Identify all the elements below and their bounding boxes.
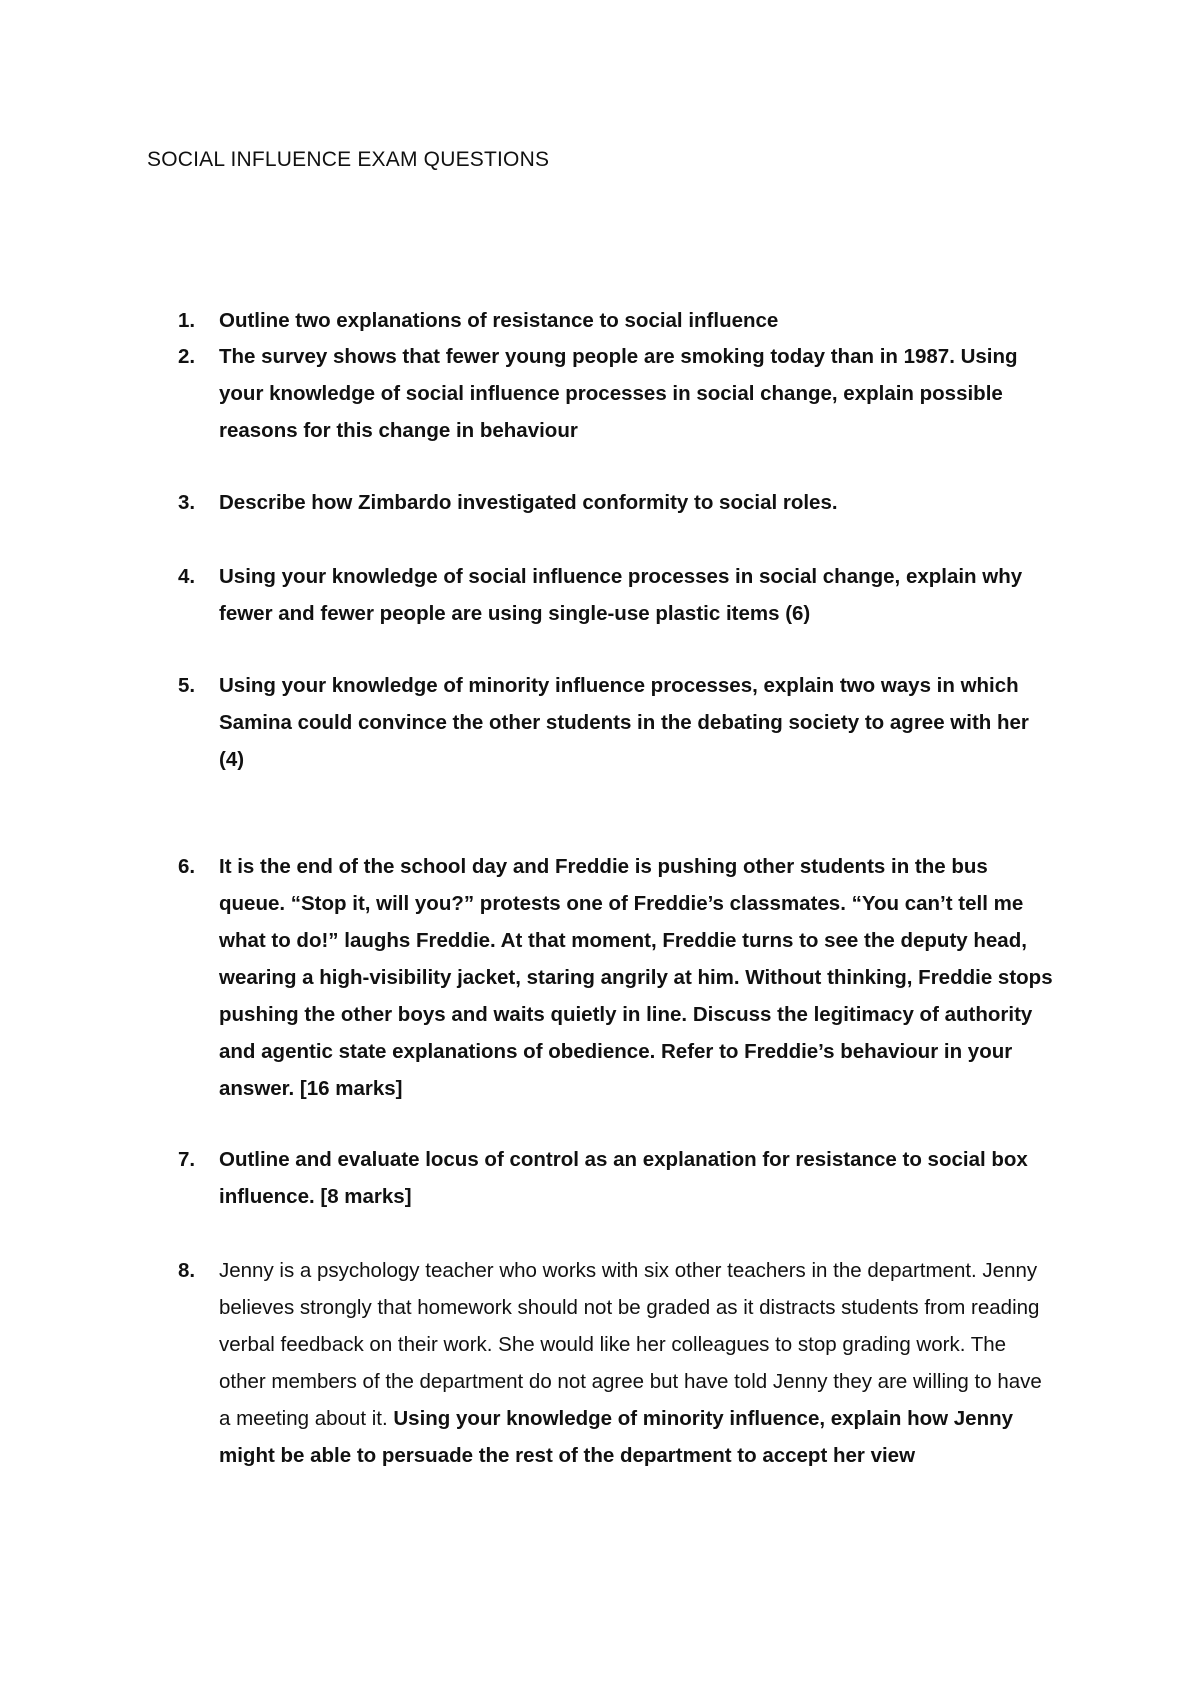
question-number: 5. bbox=[178, 674, 196, 697]
question-text: It is the end of the school day and Freddie is pushing other students in the bus queue. “Stop it, will you?” protests one of Freddie’s classmates. “You can’t tell me what to do!” laughs Freddie. At that moment, Freddie turns to see the deputy head, wearing a high-visibility jacket, staring angrily at him. Without thinking, Freddie stops pushing the other boys and waits quietly in line. Discuss the legitimacy of authority and agentic state explanations of obedience. Refer to Freddie’s behaviour in your answer. [16 marks] bbox=[219, 855, 1053, 1100]
question-number: 6. bbox=[178, 855, 196, 878]
question-text: Using your knowledge of minority influence processes, explain two ways in which Samina could convince the other students in the debating society to agree with her (4) bbox=[219, 674, 1029, 771]
question-number: 4. bbox=[178, 565, 196, 588]
question-6 bbox=[178, 848, 1058, 1107]
question-5 bbox=[178, 667, 1058, 778]
question-2 bbox=[178, 338, 1058, 449]
question-number: 8. bbox=[178, 1259, 196, 1282]
question-text-bold: Using your knowledge of minority influence, explain how Jenny might be able to persuade the rest of the department to accept her view bbox=[219, 1407, 1014, 1467]
question-3 bbox=[178, 484, 1058, 521]
question-1 bbox=[178, 302, 1058, 339]
page-title: SOCIAL INFLUENCE EXAM QUESTIONS bbox=[147, 148, 550, 171]
question-text bbox=[219, 1252, 1058, 1474]
question-number: 1. bbox=[178, 309, 196, 332]
question-text: Outline and evaluate locus of control as an explanation for resistance to social box influence. [8 marks] bbox=[219, 1148, 1028, 1208]
question-8 bbox=[178, 1252, 1058, 1474]
question-text: The survey shows that fewer young people are smoking today than in 1987. Using your knowledge of social influence processes in social change, explain possible reasons for this change in behaviour bbox=[219, 345, 1018, 442]
question-text-regular: Jenny is a psychology teacher who works with six other teachers in the department. Jenny believes strongly that homework should not be graded as it distracts students from reading verbal feedback on their work. She would like her colleagues to stop grading work. The other members of the department do not agree but have told Jenny they are willing to have a meeting about it. bbox=[219, 1259, 1042, 1430]
question-text: Describe how Zimbardo investigated conformity to social roles. bbox=[219, 491, 838, 514]
question-number: 3. bbox=[178, 491, 196, 514]
question-number: 7. bbox=[178, 1148, 196, 1171]
question-text: Outline two explanations of resistance to social influence bbox=[219, 309, 779, 332]
question-text: Using your knowledge of social influence processes in social change, explain why fewer and fewer people are using single-use plastic items (6) bbox=[219, 565, 1023, 625]
question-7 bbox=[178, 1141, 1058, 1215]
question-number: 2. bbox=[178, 345, 196, 368]
question-4 bbox=[178, 558, 1058, 632]
